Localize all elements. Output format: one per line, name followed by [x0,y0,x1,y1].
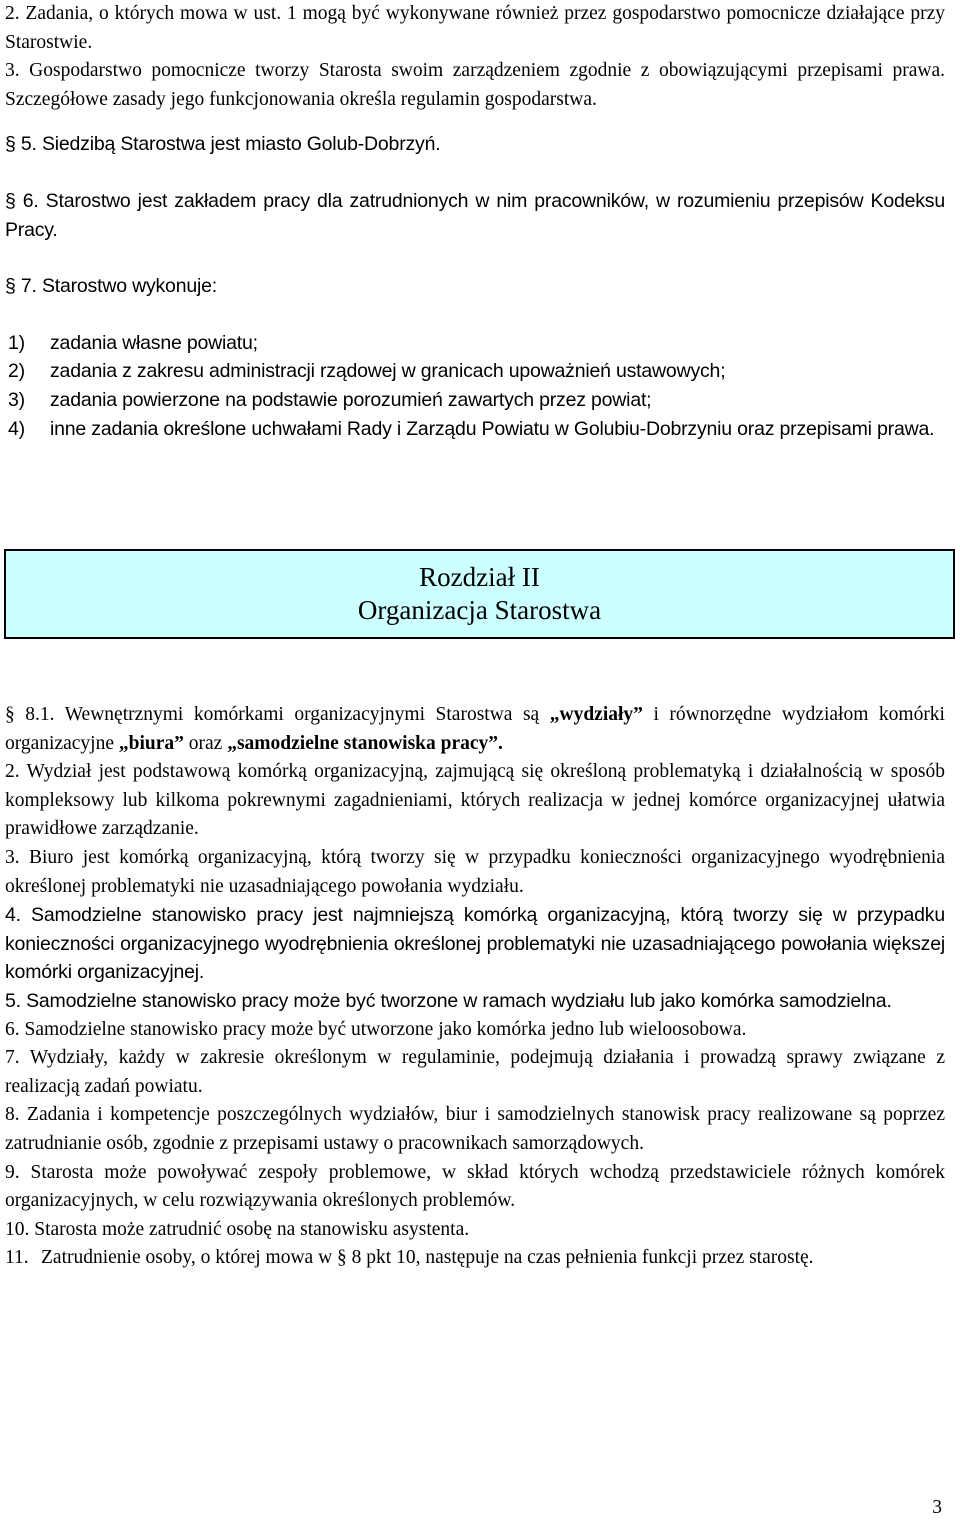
chapter-heading-box [4,549,955,639]
section-8-paragraph-9: 9. Starosta może powoływać zespoły problemowe, w skład których wchodzą przedstawiciele różnych komórek organizacyjnych, w celu rozwiązywania określonych problemów. [5,1161,945,1212]
chapter-number: Rozdział II [419,562,540,592]
section-8 [5,701,945,1273]
document-page [5,0,945,443]
paragraph-2: 2. Zadania, o których mowa w ust. 1 mogą być wykonywane również przez gospodarstwo pomocnicze działające przy Starostwie. [5,3,945,53]
section-8-paragraph-7: 7. Wydziały, każdy w zakresie określonym w regulaminie, podejmują działania i prowadzą sprawy związane z realizacją zadań powiatu. [5,1047,945,1097]
section-8-paragraph-4: 4. Samodzielne stanowisko pracy jest najmniejszą komórką organizacyjną, którą tworzy się w przypadku konieczności organizacyjnego wyodrębnienia określonej problematyki nie uzasadniającego powołania większej komórki organizacyjnej. [5,904,945,984]
list-item: 2) zadania z zakresu administracji rządowej w granicach upoważnień ustawowych; [8,360,726,383]
section-6: § 6. Starostwo jest zakładem pracy dla zatrudnionych w nim pracowników, w rozumieniu przepisów Kodeksu Pracy. [5,189,945,241]
section-7: § 7. Starostwo wykonuje: [5,275,217,298]
section-8-paragraph-5: 5. Samodzielne stanowisko pracy może być tworzone w ramach wydziału lub jako komórka samodzielna. [5,989,892,1012]
list-item: 3) zadania powierzone na podstawie porozumień zawartych przez powiat; [8,388,652,411]
list-item: 1) zadania własne powiatu; [8,331,258,354]
section-8-paragraph-1: § 8.1. Wewnętrznymi komórkami organizacyjnymi Starostwa są „wydziały” i równorzędne wydziałom komórki organizacyjne „biura” oraz „samodzielne stanowiska pracy”. [5,704,945,754]
section-8-paragraph-11: 11. Zatrudnienie osoby, o której mowa w § 8 pkt 10, następuje na czas pełnienia funkcji przez starostę. [5,1247,814,1269]
paragraph-3: 3. Gospodarstwo pomocnicze tworzy Starosta swoim zarządzeniem zgodnie z obowiązującymi przepisami prawa. Szczegółowe zasady jego funkcjonowania określa regulamin gospodarstwa. [5,60,945,110]
section-8-paragraph-8: 8. Zadania i kompetencje poszczególnych wydziałów, biur i samodzielnych stanowisk pracy realizowane są poprzez zatrudnianie osób, zgodnie z przepisami ustawy o pracownikach samorządowych. [5,1104,945,1154]
page-number: 3 [932,1497,942,1518]
section-8-paragraph-6: 6. Samodzielne stanowisko pracy może być utworzone jako komórka jedno lub wieloosobowa. [5,1018,747,1040]
list-item: 4) inne zadania określone uchwałami Rady i Zarządu Powiatu w Golubiu-Dobrzyniu oraz przepisami prawa. [8,417,935,440]
section-8-paragraph-2: 2. Wydział jest podstawową komórką organizacyjną, zajmującą się określoną problematyką i działalnością w sposób kompleksowy lub kilkoma pokrewnymi zagadnieniami, których realizacja w jednej komórce organizacyjnej ułatwia prawidłowe zarządzanie. [5,761,945,840]
section-7-list [5,329,945,443]
chapter-title: Organizacja Starostwa [357,595,602,625]
section-8-paragraph-10: 10. Starosta może zatrudnić osobę na stanowisku asystenta. [5,1218,470,1240]
section-8-paragraph-3: 3. Biuro jest komórką organizacyjną, którą tworzy się w przypadku konieczności organizacyjnego wyodrębnienia określonej problematyki nie uzasadniającego powołania wydziału. [5,846,945,897]
section-5: § 5. Siedzibą Starostwa jest miasto Golub-Dobrzyń. [5,133,441,156]
